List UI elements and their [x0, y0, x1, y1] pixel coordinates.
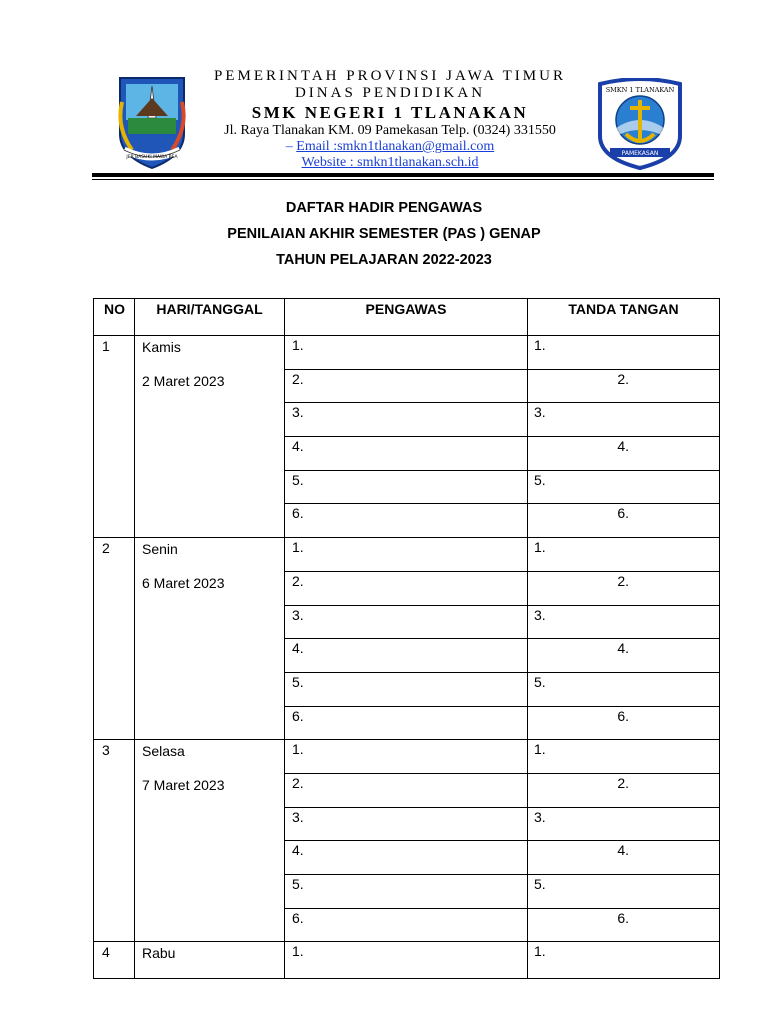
pengawas-cell[interactable]: 4.	[285, 639, 528, 673]
pengawas-cell[interactable]: 5.	[285, 875, 528, 909]
day-name: Senin	[142, 541, 178, 558]
signature-cell[interactable]: 1.	[528, 740, 720, 774]
header-tanda-tangan: TANDA TANGAN	[528, 299, 720, 336]
badge-bottom-label: PAMEKASAN	[621, 150, 659, 157]
pengawas-cell[interactable]: 4.	[285, 841, 528, 875]
signature-cell[interactable]: 4.	[528, 841, 720, 875]
pengawas-cell[interactable]: 2.	[285, 571, 528, 605]
signature-cell[interactable]: 4.	[528, 639, 720, 673]
department-line: DINAS PENDIDIKAN	[294, 85, 486, 101]
signature-cell[interactable]: 6.	[528, 706, 720, 740]
date-text: 7 Maret 2023	[142, 777, 225, 794]
attendance-table	[93, 298, 720, 979]
day-name: Selasa	[142, 743, 185, 760]
day-date-cell	[135, 538, 285, 740]
badge-top-label: SMKN 1 TLANAKAN	[605, 86, 675, 94]
pengawas-cell[interactable]: 6.	[285, 706, 528, 740]
website-link[interactable]: Website : smkn1tlanakan.sch.id	[301, 155, 479, 170]
letterhead-thin-rule	[92, 179, 714, 180]
row-number: 1	[94, 336, 135, 538]
pengawas-cell[interactable]: 1.	[285, 336, 528, 370]
title-line-2: PENILAIAN AKHIR SEMESTER (PAS ) GENAP	[227, 226, 541, 242]
table-row	[94, 336, 720, 370]
pengawas-cell[interactable]: 5.	[285, 672, 528, 706]
pengawas-cell[interactable]: 1.	[285, 538, 528, 572]
day-date-cell	[135, 740, 285, 942]
table-row	[94, 538, 720, 572]
header-day-date: HARI/TANGGAL	[135, 299, 285, 336]
table-row	[94, 740, 720, 774]
document-titles	[0, 198, 768, 276]
table-header-row	[94, 299, 720, 336]
school-badge-icon	[594, 78, 686, 170]
day-date-cell	[135, 336, 285, 538]
school-address: Jl. Raya Tlanakan KM. 09 Pamekasan Telp. (0324) 331550	[224, 123, 556, 138]
east-java-emblem-icon	[112, 72, 192, 172]
date-text: 2 Maret 2023	[142, 373, 225, 389]
pengawas-cell[interactable]: 6.	[285, 504, 528, 538]
school-name: SMK NEGERI 1 TLANAKAN	[251, 103, 529, 122]
date-text: 6 Maret 2023	[142, 575, 225, 592]
emblem-motto: JER BASUKI MAWA BEA	[126, 155, 178, 160]
signature-cell[interactable]: 2.	[528, 369, 720, 403]
email-dash: –	[285, 139, 297, 154]
signature-cell[interactable]: 3.	[528, 807, 720, 841]
government-line: PEMERINTAH PROVINSI JAWA TIMUR	[214, 68, 566, 84]
header-pengawas: PENGAWAS	[285, 299, 528, 336]
signature-cell[interactable]: 5.	[528, 672, 720, 706]
letterhead-thick-rule	[92, 173, 714, 177]
row-number: 2	[94, 538, 135, 740]
signature-cell[interactable]: 6.	[528, 504, 720, 538]
signature-cell[interactable]: 5.	[528, 875, 720, 909]
signature-cell[interactable]: 1.	[528, 538, 720, 572]
header-no: NO	[94, 299, 135, 336]
pengawas-cell[interactable]: 2.	[285, 369, 528, 403]
day-name: Rabu	[142, 945, 176, 962]
signature-cell[interactable]: 2.	[528, 571, 720, 605]
letterhead-text	[205, 68, 575, 171]
email-link[interactable]: Email :smkn1tlanakan@gmail.com	[296, 139, 495, 154]
signature-cell[interactable]: 1.	[528, 336, 720, 370]
title-line-3: TAHUN PELAJARAN 2022-2023	[276, 252, 492, 268]
pengawas-cell[interactable]: 4.	[285, 437, 528, 471]
signature-cell[interactable]: 3.	[528, 605, 720, 639]
signature-cell[interactable]: 2.	[528, 773, 720, 807]
signature-cell[interactable]: 5.	[528, 470, 720, 504]
signature-cell[interactable]: 3.	[528, 403, 720, 437]
row-number: 3	[94, 740, 135, 942]
pengawas-cell[interactable]: 3.	[285, 605, 528, 639]
day-name: Kamis	[142, 339, 181, 355]
pengawas-cell[interactable]: 3.	[285, 807, 528, 841]
signature-cell[interactable]: 4.	[528, 437, 720, 471]
row-number: 4	[94, 942, 135, 979]
signature-cell[interactable]: 6.	[528, 908, 720, 942]
title-line-1: DAFTAR HADIR PENGAWAS	[285, 200, 483, 216]
pengawas-cell[interactable]: 3.	[285, 403, 528, 437]
pengawas-cell[interactable]: 6.	[285, 908, 528, 942]
day-date-cell	[135, 942, 285, 979]
pengawas-cell[interactable]: 1.	[285, 740, 528, 774]
signature-cell[interactable]: 1.	[528, 942, 720, 979]
pengawas-cell[interactable]: 5.	[285, 470, 528, 504]
pengawas-cell[interactable]: 1.	[285, 942, 528, 979]
table-row	[94, 942, 720, 979]
letterhead	[0, 0, 768, 185]
pengawas-cell[interactable]: 2.	[285, 773, 528, 807]
